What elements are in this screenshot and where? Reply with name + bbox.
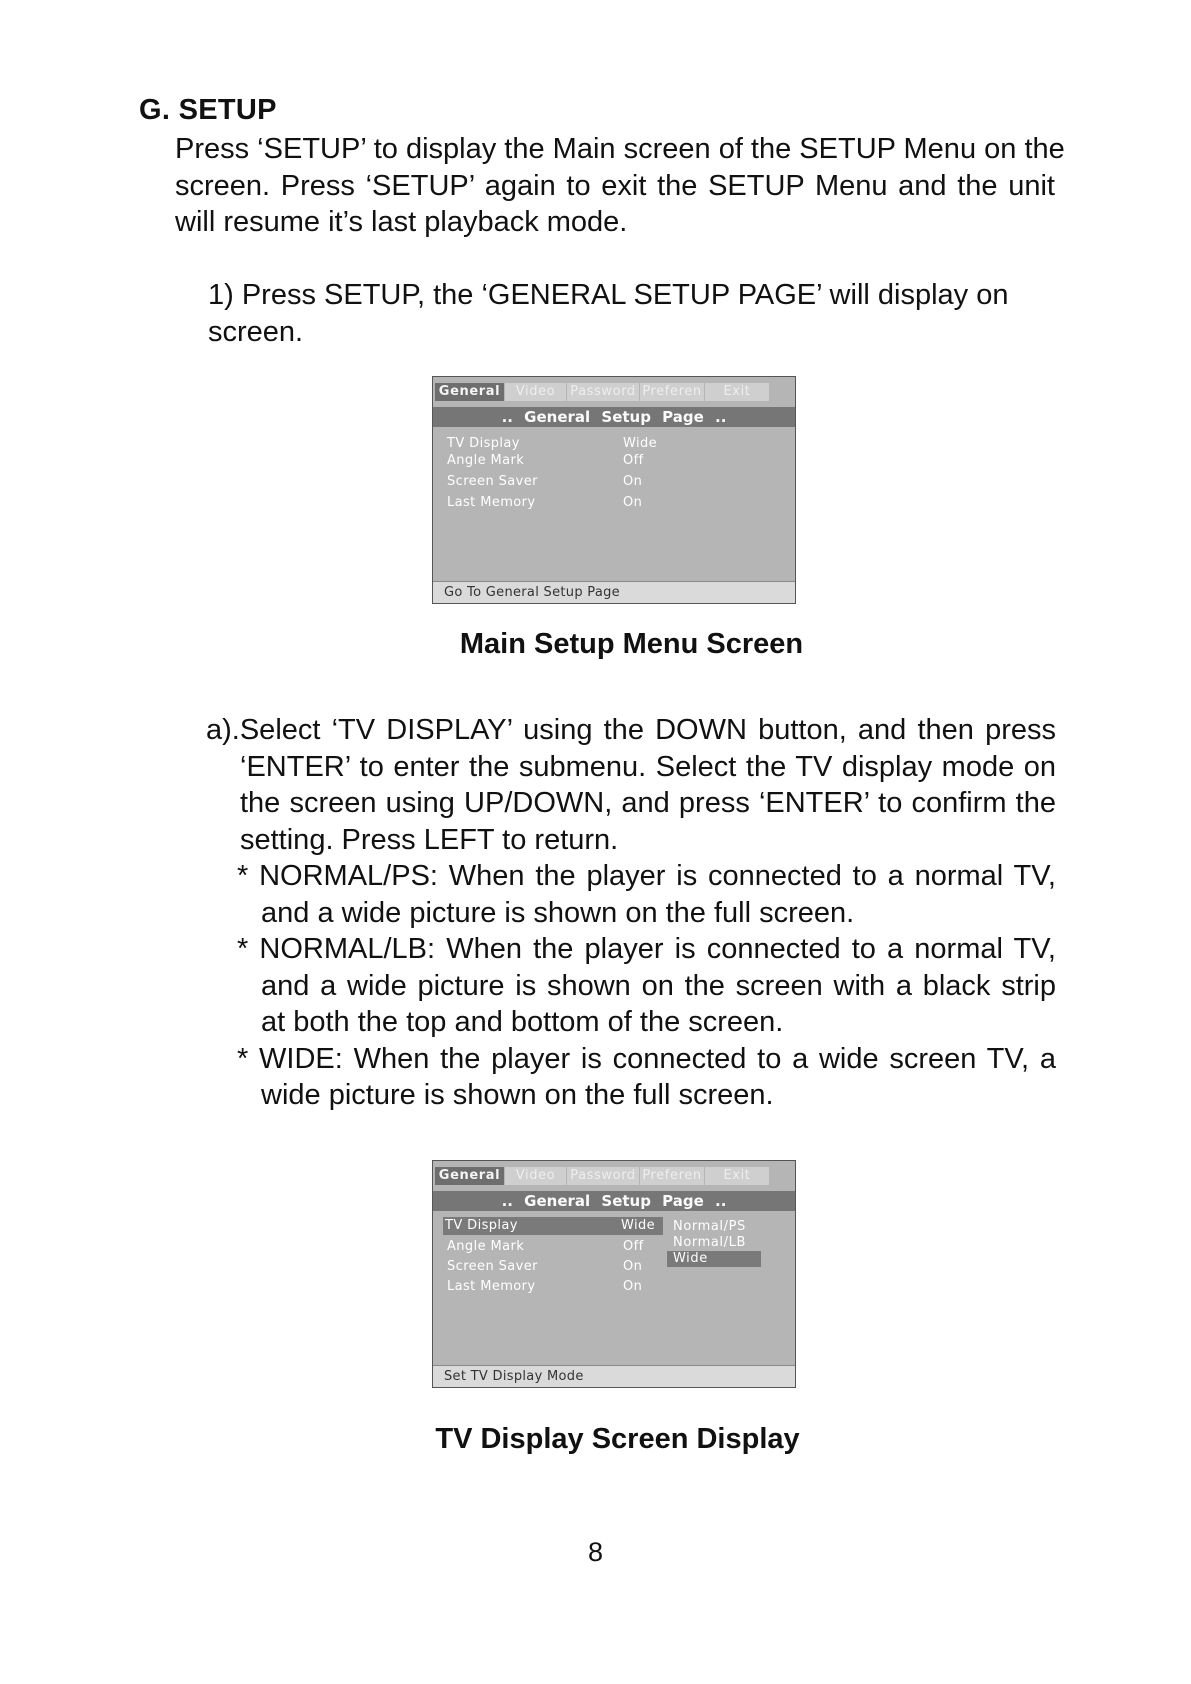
- bullet-line: * NORMAL/PS: When the player is connected to a normal TV,: [237, 860, 1056, 892]
- figure-caption: Main Setup Menu Screen: [459, 628, 804, 660]
- status-bar: Set TV Display Mode: [433, 1365, 795, 1387]
- menu-row-screen-saver: [445, 1258, 665, 1276]
- text-line: screen. Press ‘SETUP’ again to exit the SETUP Menu and the unit: [175, 169, 1055, 202]
- submenu-option-normal-ps: Normal/PS: [673, 1219, 746, 1234]
- row-value: Off: [623, 1239, 644, 1254]
- bullet-line: * WIDE: When the player is connected to a wide screen TV, a: [237, 1042, 1056, 1075]
- text-line: the screen using UP/DOWN, and press ‘ENTER’ to confirm the: [240, 787, 1056, 819]
- submenu-option-normal-lb: Normal/LB: [673, 1235, 746, 1250]
- bullet-line: * NORMAL/LB: When the player is connected to a normal TV,: [237, 933, 1056, 965]
- text-line: a).Select ‘TV DISPLAY’ using the DOWN button, and then press: [206, 714, 1056, 746]
- tab-video: Video: [505, 1167, 566, 1185]
- tv-display-menu-screenshot: [432, 1160, 796, 1388]
- row-value: On: [623, 1279, 643, 1294]
- text-line: 1) Press SETUP, the ‘GENERAL SETUP PAGE’ will display on: [208, 279, 1009, 311]
- text-line: at both the top and bottom of the screen.: [261, 1006, 784, 1038]
- row-label: Screen Saver: [447, 1259, 538, 1274]
- tab-exit: Exit: [705, 1167, 769, 1185]
- figure-caption: TV Display Screen Display: [435, 1423, 800, 1455]
- page-number: 8: [587, 1537, 604, 1567]
- menu-tabs: [433, 383, 795, 403]
- menu-row-last-memory: [445, 1278, 665, 1296]
- row-value: On: [623, 495, 643, 510]
- submenu-option-wide: Wide: [667, 1251, 761, 1267]
- tab-exit: Exit: [705, 383, 769, 401]
- row-label: TV Display: [445, 1218, 518, 1233]
- tab-preference: Preferen: [640, 1167, 704, 1185]
- menu-row-tv-display: [445, 435, 665, 453]
- section-heading: G. SETUP: [139, 94, 277, 126]
- text-line: wide picture is shown on the full screen.: [261, 1079, 774, 1111]
- tab-general: General: [435, 383, 504, 401]
- row-label: Angle Mark: [447, 453, 525, 468]
- row-label: TV Display: [447, 436, 520, 451]
- text-line: screen.: [208, 315, 304, 348]
- row-value: On: [623, 474, 643, 489]
- status-bar: Go To General Setup Page: [433, 581, 795, 603]
- text-line: and a wide picture is shown on the full screen.: [261, 896, 855, 929]
- intro-paragraph: [175, 131, 1065, 241]
- row-value: Off: [623, 453, 644, 468]
- text-line: ‘ENTER’ to enter the submenu. Select the TV display mode on: [240, 750, 1056, 783]
- tab-preference: Preferen: [640, 383, 704, 401]
- page-title-bar: .. General Setup Page ..: [433, 1191, 795, 1211]
- tab-video: Video: [505, 383, 566, 401]
- menu-row-angle-mark: [445, 452, 665, 470]
- row-label: Angle Mark: [447, 1239, 525, 1254]
- main-setup-menu-screenshot: [432, 376, 796, 604]
- row-label: Last Memory: [447, 495, 536, 510]
- tab-password: Password: [567, 383, 639, 401]
- row-value: Wide: [621, 1218, 656, 1233]
- menu-row-screen-saver: [445, 473, 665, 491]
- step-a-paragraph: [206, 712, 1056, 1114]
- text-line: setting. Press LEFT to return.: [240, 823, 619, 856]
- page-title-bar: .. General Setup Page ..: [433, 407, 795, 427]
- menu-row-angle-mark: [445, 1238, 665, 1256]
- row-label: Screen Saver: [447, 474, 538, 489]
- menu-row-tv-display: [443, 1217, 663, 1235]
- tab-password: Password: [567, 1167, 639, 1185]
- menu-tabs: [433, 1167, 795, 1187]
- tv-display-submenu: [667, 1219, 761, 1267]
- row-value: Wide: [623, 436, 658, 451]
- text-line: will resume it’s last playback mode.: [175, 206, 628, 238]
- row-label: Last Memory: [447, 1279, 536, 1294]
- tab-general: General: [435, 1167, 504, 1185]
- row-value: On: [623, 1259, 643, 1274]
- text-line: Press ‘SETUP’ to display the Main screen of the SETUP Menu on the: [175, 133, 1065, 165]
- text-line: and a wide picture is shown on the screen with a black strip: [261, 969, 1056, 1002]
- menu-row-last-memory: [445, 494, 665, 512]
- step-1-paragraph: [208, 277, 1028, 350]
